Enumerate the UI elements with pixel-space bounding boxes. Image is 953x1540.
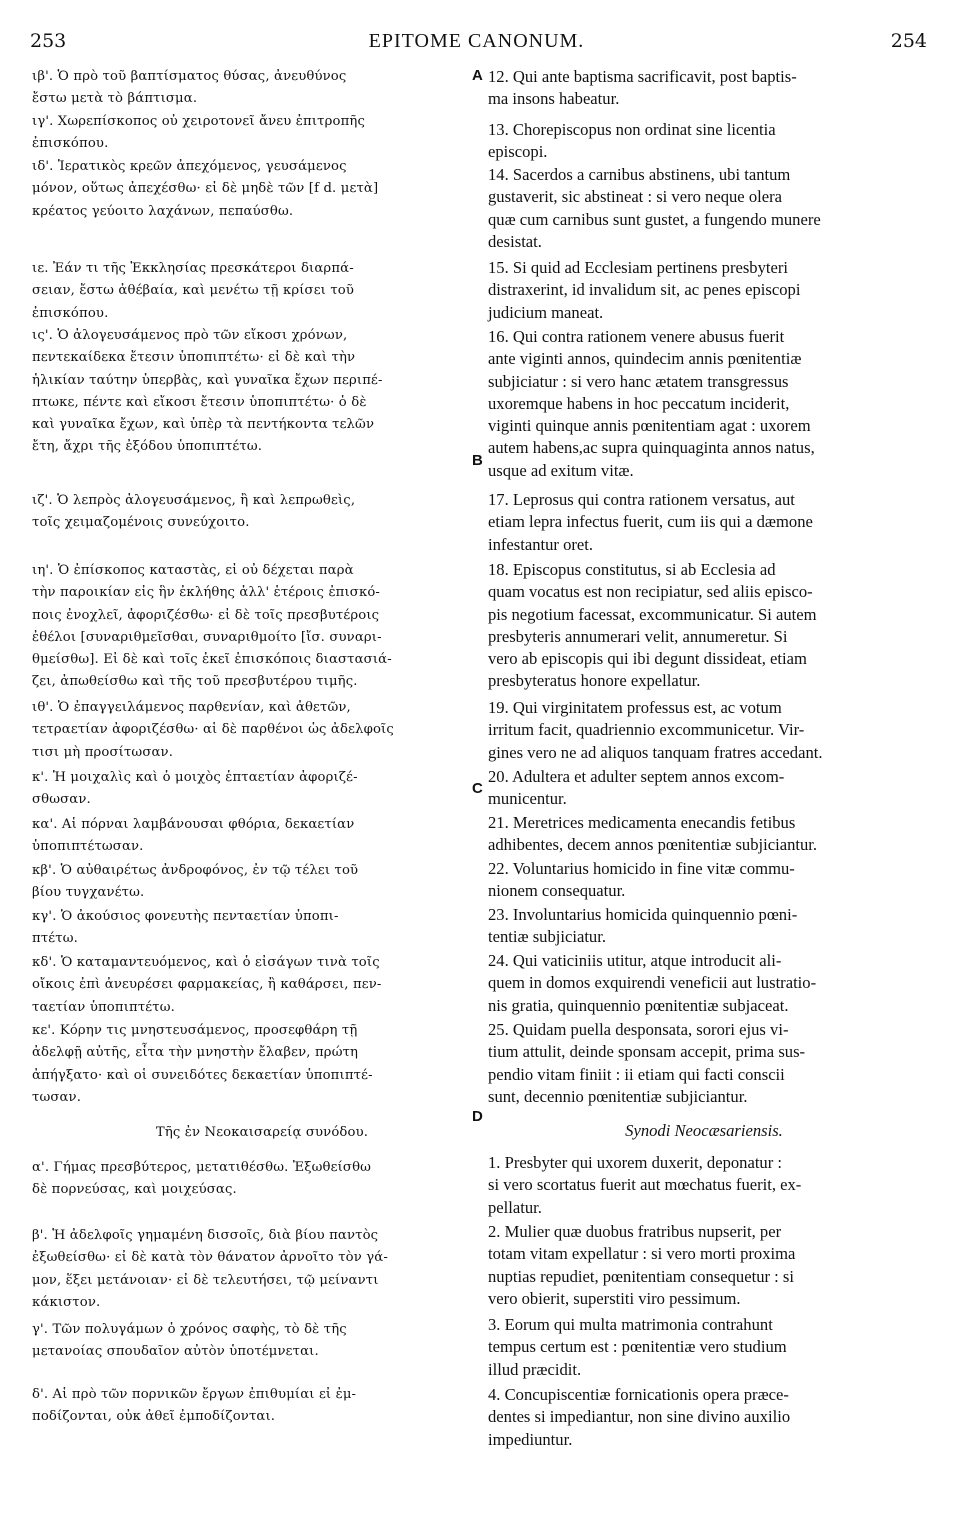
latin-canon-18: 18. Episcopus constitutus, si ab Ecclesia ad quam vocatus est non recipiatur, sed aliis episco- pis negotium facessat, excommunicatur. Si autem presbyteris annumerari velit, annumeretur. Si vero ab episcopis qui ibi degunt dissideat, etiam presbyteratus honore expellatur. <box>488 560 817 691</box>
greek-canon-16: ις'. Ὁ ἀλογευσάμενος πρὸ τῶν εἴκοσι χρόνων, πεντεκαίδεκα ἔτεσιν ὑποπιπτέτω· εἰ δὲ καὶ τὴν ἡλικίαν ταύτην ὑπερβὰς, καὶ γυναῖκα ἔχων περιπέ- πτωκε, πέντε καὶ εἴκοσι ἔτεσιν ὑποπιπτέτω· ὁ δὲ καὶ γυναῖκα ἔχων, καὶ ὑπὲρ τὰ πεντήκοντα τελῶν ἔτη, ἄχρι τῆς ἐξόδου ὑποπιπτέτω. <box>32 328 383 455</box>
greek-canon-22: κβ'. Ὁ αὐθαιρέτως ἀνδροφόνος, ἐν τῷ τέλει τοῦ βίου τυγχανέτω. <box>32 863 359 901</box>
latin-canon-23: 23. Involuntarius homicida quinquennio pœni- tentiæ subjiciatur. <box>488 905 798 947</box>
greek-canon-19: ιθ'. Ὁ ἐπαγγειλάμενος παρθενίαν, καὶ ἀθετῶν, τετραετίαν ἀφοριζέσθω· αἱ δὲ παρθένοι ὡς ἀδελφοῖς τισι μὴ προσίτωσαν. <box>32 700 394 760</box>
greek-neo-canon-1: α'. Γήμας πρεσβύτερος, μετατιθέσθω. Ἐξωθείσθω δὲ πορνεύσας, καὶ μοιχεύσας. <box>32 1160 372 1198</box>
margin-letter-a: A <box>472 67 483 84</box>
greek-canon-25: κε'. Κόρην τις μνηστευσάμενος, προσεφθάρη τῇ ἀδελφῇ αὐτῆς, εἶτα τὴν μνηστὴν ἔλαβεν, πρώτη ἀπήγξατο· καὶ οἱ συνειδότες δεκαετίαν ὑποπιπτέ- τωσαν. <box>32 1023 373 1105</box>
latin-synod-heading: Synodi Neocæsariensis. <box>625 1121 783 1140</box>
latin-canon-21: 21. Meretrices medicamenta enecandis fetibus adhibentes, decem annos pœnitentiæ subjiciantur. <box>488 813 818 855</box>
latin-canon-22: 22. Voluntarius homicido in fine vitæ commu- nionem consequatur. <box>488 859 795 901</box>
greek-canon-20: κ'. Ἡ μοιχαλὶς καὶ ὁ μοιχὸς ἑπταετίαν ἀφοριζέ- σθωσαν. <box>32 770 358 808</box>
latin-canon-16: 16. Qui contra rationem venere abusus fuerit ante viginti annos, quindecim annis pœnitentiæ subjiciatur : si vero hanc ætatem transgressus uxoremque habens in hoc peccatum inciderit, viginti quinque annis pœnitentiam agat : uxorem autem habens,ac supra quinquaginta annos natus, usque ad exitum vitæ. <box>488 327 815 480</box>
margin-letter-c: C <box>472 780 483 797</box>
latin-neo-canon-4: 4. Concupiscentiæ fornicationis opera præce- dentes si impediantur, non sine divino auxilio impediuntur. <box>488 1385 791 1449</box>
page-header <box>0 0 953 60</box>
latin-canon-12: 12. Qui ante baptisma sacrificavit, post baptis- ma insons habeatur. <box>488 67 797 109</box>
latin-neo-canon-2: 2. Mulier quæ duobus fratribus nupserit, per totam vitam expellatur : si vero morti proxima nuptias repudiet, pœnitentiam consequetur : si vero obierit, superstiti viro pessimum. <box>488 1222 796 1308</box>
latin-canon-19: 19. Qui virginitatem professus est, ac votum irritum facit, quadriennio excommunicetur. Vir- gines vero ne ad aliquos tanquam fratres accedant. <box>488 698 823 762</box>
greek-canon-13: ιγ'. Χωρεπίσκοπος οὐ χειροτονεῖ ἄνευ ἐπιτροπῆς ἐπισκόπου. <box>32 114 365 152</box>
latin-canon-15: 15. Si quid ad Ecclesiam pertinens presbyteri distraxerint, id invalidum sit, ac penes episcopi judicium maneat. <box>488 258 801 322</box>
latin-canon-25: 25. Quidam puella desponsata, sorori ejus vi- tium attulit, deinde sponsam accepit, prima sus- pendio vitam finiit : ii etiam qui facti conscii sunt, decennio pœnitentiæ subjiciantur. <box>488 1020 806 1106</box>
greek-canon-14: ιδ'. Ἱερατικὸς κρεῶν ἀπεχόμενος, γευσάμενος μόνον, οὕτως ἀπεχέσθω· εἰ δὲ μηδὲ τῶν [f d. μετὰ] κρέατος γεύοιτο λαχάνων, πεπαύσθω. <box>32 159 379 219</box>
greek-neo-canon-3: γ'. Τῶν πολυγάμων ὁ χρόνος σαφὴς, τὸ δὲ τῆς μετανοίας σπουδαῖον αὐτὸν ὑποτέμνεται. <box>32 1322 347 1360</box>
margin-letter-d: D <box>472 1108 483 1125</box>
latin-canon-17: 17. Leprosus qui contra rationem versatus, aut etiam lepra infectus fuerit, cum iis qui a dæmone infestantur oret. <box>488 490 813 554</box>
greek-canon-23: κγ'. Ὁ ἀκούσιος φονευτὴς πενταετίαν ὑποπι- πτέτω. <box>32 909 339 947</box>
greek-canon-17: ιζ'. Ὁ λεπρὸς ἀλογευσάμενος, ἢ καὶ λεπρωθεὶς, τοῖς χειμαζομένοις συνεύχοιτο. <box>32 493 356 531</box>
running-title: EPITOME CANONUM. <box>368 30 585 52</box>
greek-canon-12: ιβ'. Ὁ πρὸ τοῦ βαπτίσματος θύσας, ἀνευθύνος ἔστω μετὰ τὸ βάπτισμα. <box>32 69 347 107</box>
greek-canon-15: ιε. Ἐάν τι τῆς Ἐκκλησίας πρεσκάτεροι διαρπά- σειαν, ἔστω ἀθέβαία, καὶ μενέτω τῇ κρίσει τοῦ ἐπισκόπου. <box>32 261 355 321</box>
greek-canon-18: ιη'. Ὁ ἐπίσκοπος καταστὰς, εἰ οὐ δέχεται παρὰ τὴν παροικίαν εἰς ἣν ἐκλήθης ἀλλ' ἑτέροις ἐπισκό- ποις ἐνοχλεῖ, ἀφοριζέσθω· εἰ δὲ τοῖς πρεσβυτέροις ἐθέλοι [συναριθμεῖσθαι, συναριθμοίτο [ἴσ. συναρι- θμείσθω]. Εἰ δὲ καὶ τοῖς ἐκεῖ ἐπισκόποις διαστασιά- ζει, ἀπωθείσθω καὶ τῆς τοῦ πρεσβυτέρου τιμῆς. <box>32 563 392 690</box>
greek-canon-21: κα'. Αἱ πόρναι λαμβάνουσαι φθόρια, δεκαετίαν ὑποπιπτέτωσαν. <box>32 817 355 855</box>
page-number-right: 254 <box>890 30 927 52</box>
latin-canon-14: 14. Sacerdos a carnibus abstinens, ubi tantum gustaverit, sic abstineat : si vero neque olera quæ cum carnibus sunt gustet, a fungendo munere desistat. <box>488 165 821 251</box>
page-number-left: 253 <box>30 30 67 52</box>
greek-canon-24: κδ'. Ὁ καταμαντευόμενος, καὶ ὁ εἰσάγων τινὰ τοῖς οἴκοις ἐπὶ ἀνευρέσει φαρμακείας, ἢ καθάρσει, πεν- ταετίαν ὑποπιπτέτω. <box>32 955 382 1015</box>
latin-neo-canon-1: 1. Presbyter qui uxorem duxerit, deponatur : si vero scortatus fuerit aut mœchatus fuerit, ex- pellatur. <box>488 1153 802 1217</box>
latin-canon-24: 24. Qui vaticiniis utitur, atque introducit ali- quem in domos exquirendi veneficii aut lustratio- nis gratia, quinquennio pœnitentiæ subjaceat. <box>488 951 817 1015</box>
latin-canon-20: 20. Adultera et adulter septem annos excom- municentur. <box>488 767 785 809</box>
greek-synod-heading: Τῆς ἐν Νεοκαισαρείᾳ συνόδου. <box>155 1125 369 1140</box>
greek-neo-canon-4: δ'. Αἱ πρὸ τῶν πορνικῶν ἔργων ἐπιθυμίαι εἰ ἐμ- ποδίζονται, οὐκ ἀθεῖ ἐμποδίζονται. <box>32 1387 357 1425</box>
greek-neo-canon-2: β'. Ἡ ἀδελφοῖς γημαμένη δισσοῖς, διὰ βίου παντὸς ἐξωθείσθω· εἰ δὲ κατὰ τὸν θάνατον ἀρνοῖτο τὸν γά- μον, ἕξει μετάνοιαν· εἰ δὲ τελευτήσει, τῷ μείναντι κάκιστον. <box>32 1228 388 1310</box>
latin-neo-canon-3: 3. Eorum qui multa matrimonia contrahunt tempus certum est : pœnitentiæ vero studium illud præcidit. <box>488 1315 787 1379</box>
margin-letter-b: B <box>472 452 483 469</box>
latin-canon-13: 13. Chorepiscopus non ordinat sine licentia episcopi. <box>488 120 776 162</box>
